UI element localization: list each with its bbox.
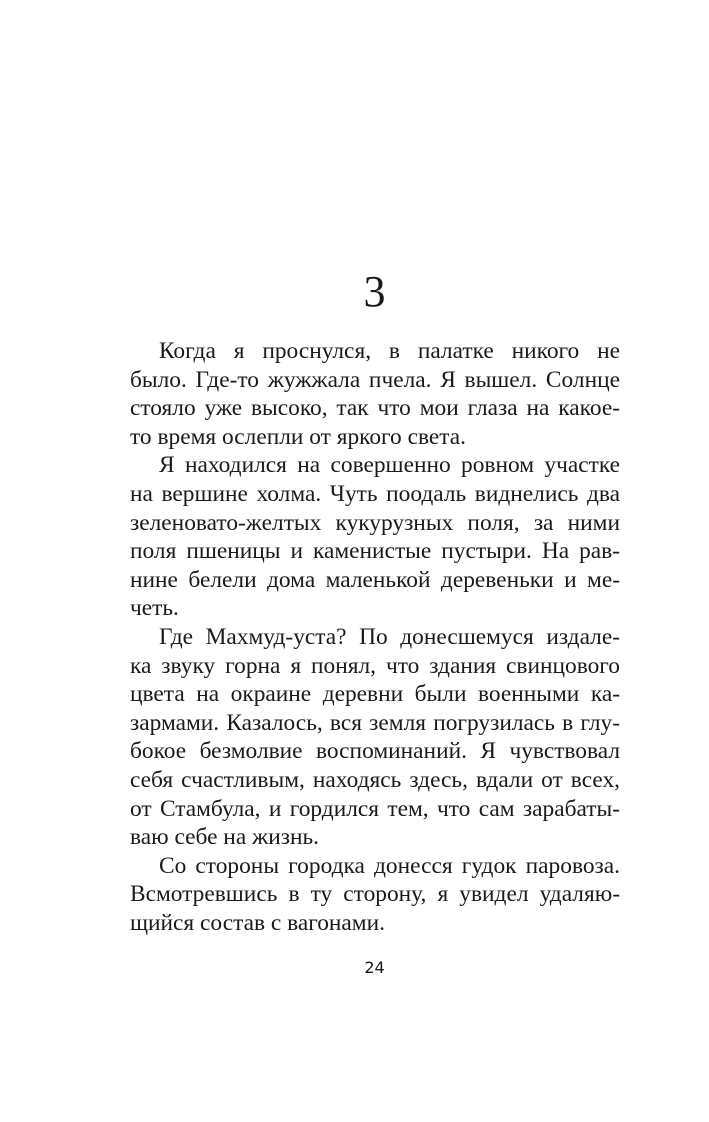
paragraph-4 [130,852,620,938]
text-line: цвета на окраине деревни были военными ка- [130,681,620,708]
text-line: зеленовато-желтых кукурузных поля, за ними [130,509,620,536]
text-line: поля пшеницы и каменистые пустыри. На рав- [130,538,620,565]
paragraph-2 [130,451,620,623]
text-line: Со стороны городка донесся гудок паровоза. [159,852,620,879]
body-text [130,337,620,937]
text-line: зармами. Казалось, вся земля погрузилась в глу- [130,709,620,736]
paragraph-3 [130,623,620,852]
text-line: нине белели дома маленькой деревеньки и ме- [130,566,620,593]
text-line: щийся состав с вагонами. [130,909,385,936]
text-line: Всмотревшись в ту сторону, я увидел удаляю- [130,881,620,908]
text-line: от Стамбула, и гордился тем, что сам зарабаты- [130,795,620,822]
chapter-number: 3 [363,267,386,316]
text-line: Когда я проснулся, в палатке никого не [159,338,620,364]
text-line: то время ослепли от яркого света. [130,423,466,450]
page-number: 24 [364,958,385,977]
text-line: Где Махмуд-уста? По донесшемуся издале- [159,623,620,650]
paragraph-1 [130,337,620,451]
text-line: ка звуку горна я понял, что здания свинцового [130,652,620,679]
text-line: было. Где-то жужжала пчела. Я вышел. Солнце [130,366,620,393]
text-line: ваю себе на жизнь. [130,824,320,851]
text-line: четь. [130,595,179,622]
text-line: себя счастливым, находясь здесь, вдали от всех, [130,766,620,793]
text-line: Я находился на совершенно ровном участке [159,452,620,479]
text-line: бокое безмолвие воспоминаний. Я чувствовал [130,738,620,765]
text-line: на вершине холма. Чуть поодаль виднелись два [130,480,620,507]
text-line: стояло уже высоко, так что мои глаза на какое- [130,395,620,422]
